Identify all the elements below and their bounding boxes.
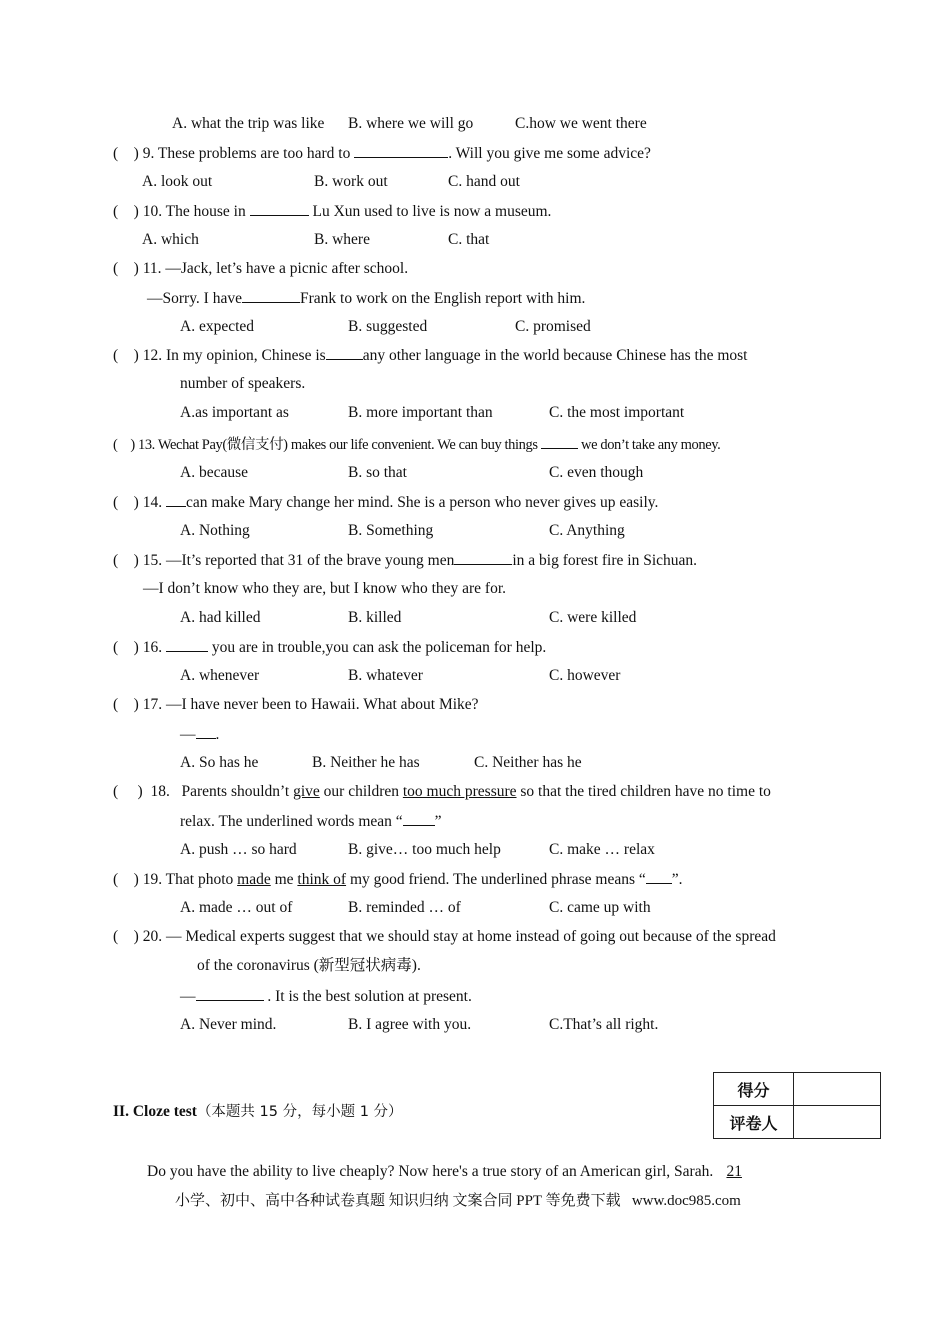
cloze-intro [147, 1162, 753, 1182]
q19-underlined-2: think of [297, 871, 347, 888]
q9-blank [354, 143, 448, 158]
q20-reply [180, 986, 472, 1007]
q9-option-c: C. hand out [448, 173, 520, 190]
q18-text-1: ( ) 18. Parents shouldn’t [113, 783, 294, 800]
q10-option-a: A. which [142, 231, 199, 248]
grader-label: 评卷人 [714, 1106, 794, 1139]
q10-option-c: C. that [448, 231, 490, 248]
q18-option-a: A. push … so hard [180, 841, 297, 858]
q14-text-end: can make Mary change her mind. She is a person who never gives up easily. [185, 494, 659, 511]
q20-reply-start: — [180, 988, 196, 1005]
q19-text-3: my good friend. The underlined phrase means “ [346, 871, 646, 888]
q19-stem [113, 869, 683, 890]
q10-blank [250, 201, 309, 216]
q19-text-1: ( ) 19. That photo [113, 871, 238, 888]
q19-text-2: me [270, 871, 298, 888]
q13-text-start: ( ) 13. Wechat Pay(微信支付) makes our life convenient. We can buy things [113, 437, 541, 453]
q15-stem [113, 550, 697, 571]
q18-option-c: C. make … relax [549, 841, 655, 858]
q9-text-end: . Will you give me some advice? [448, 145, 651, 162]
section-heading [113, 1102, 403, 1122]
q16-option-a: A. whenever [180, 667, 260, 684]
q19-blank [646, 869, 672, 884]
q19-option-b: B. reminded … of [348, 899, 461, 916]
q8-option-b: B. where we will go [348, 115, 474, 132]
q16-blank [166, 637, 208, 652]
q17-option-a: A. So has he [180, 754, 259, 771]
q14-option-c: C. Anything [549, 522, 625, 539]
q15-option-c: C. were killed [549, 609, 637, 626]
q20-option-b: B. I agree with you. [348, 1016, 472, 1033]
q11-reply-start: —Sorry. I have [147, 290, 242, 307]
q14-option-b: B. Something [348, 522, 434, 539]
q9-option-a: A. look out [142, 173, 213, 190]
section-note: （本题共 15 分，每小题 1 分） [196, 1104, 403, 1120]
q16-text-end: you are in trouble,you can ask the policeman for help. [207, 639, 547, 656]
q13-option-b: B. so that [348, 464, 407, 481]
q14-blank [166, 492, 186, 507]
q13-text-end: we don’t take any money. [577, 437, 721, 453]
q15-text-start: ( ) 15. —It’s reported that 31 of the brave young men [113, 552, 455, 569]
q11-stem: ( ) 11. —Jack, let’s have a picnic after school. [113, 260, 409, 277]
q18-cont-start: relax. The underlined words mean “ [180, 813, 403, 830]
q18-text-3: so that the tired children have no time to [516, 783, 771, 800]
section-title: II. Cloze test [113, 1103, 197, 1120]
q15-option-a: A. had killed [180, 609, 261, 626]
q14-stem [113, 492, 658, 513]
footer-text: 小学、初中、高中各种试卷真题 知识归纳 文案合同 PPT 等免费下载 www.doc985.com [175, 1193, 741, 1209]
q17-blank [196, 724, 216, 739]
q16-stem [113, 637, 546, 658]
q12-stem-cont: number of speakers. [180, 375, 306, 392]
q17-reply [180, 724, 219, 745]
q19-text-4: ”. [671, 871, 683, 888]
q12-text-end: any other language in the world because Chinese has the most [362, 347, 748, 364]
q18-stem-cont [180, 811, 442, 832]
score-label: 得分 [714, 1073, 794, 1106]
q19-option-c: C. came up with [549, 899, 651, 916]
q18-option-b: B. give… too much help [348, 841, 501, 858]
q19-option-a: A. made … out of [180, 899, 293, 916]
q17-option-c: C. Neither has he [474, 754, 582, 771]
cloze-blank-21: 21 [726, 1163, 742, 1180]
q9-stem [113, 143, 651, 164]
q9-option-b: B. work out [314, 173, 388, 190]
q19-underlined-1: made [237, 871, 271, 888]
q14-text-start: ( ) 14. [113, 494, 166, 511]
q17-reply-end: . [215, 726, 220, 743]
q20-stem-cont: of the coronavirus (新型冠状病毒). [197, 957, 421, 974]
q13-option-a: A. because [180, 464, 248, 481]
q11-blank [242, 288, 300, 303]
q15-text-end: in a big forest fire in Sichuan. [512, 552, 698, 569]
q18-underlined-1: give [293, 783, 320, 800]
q10-stem [113, 201, 551, 222]
q13-blank [541, 434, 578, 449]
cloze-intro-text: Do you have the ability to live cheaply? Now here's a true story of an American girl, Sarah. [147, 1163, 714, 1180]
q15-option-b: B. killed [348, 609, 402, 626]
q12-blank [326, 345, 363, 360]
q12-option-b: B. more important than [348, 404, 493, 421]
q11-option-a: A. expected [180, 318, 255, 335]
q10-option-b: B. where [314, 231, 370, 248]
q15-reply: —I don’t know who they are, but I know who they are for. [143, 580, 507, 597]
q12-text-start: ( ) 12. In my opinion, Chinese is [113, 347, 326, 364]
q20-stem: ( ) 20. — Medical experts suggest that we should stay at home instead of going out because of the spread [113, 928, 776, 945]
q18-underlined-2: too much pressure [402, 783, 517, 800]
q11-reply [147, 288, 585, 309]
q13-option-c: C. even though [549, 464, 644, 481]
q9-text-start: ( ) 9. These problems are too hard to [113, 145, 355, 162]
q20-option-a: A. Never mind. [180, 1016, 277, 1033]
q15-blank [454, 550, 512, 565]
q11-option-b: B. suggested [348, 318, 428, 335]
q18-stem [113, 782, 771, 802]
q16-text-start: ( ) 16. [113, 639, 166, 656]
score-value-cell [794, 1073, 881, 1106]
grader-value-cell [794, 1106, 881, 1139]
q12-option-a: A.as important as [180, 404, 289, 421]
q20-blank [196, 986, 264, 1001]
q18-text-2: our children [319, 783, 403, 800]
q12-stem [113, 345, 748, 366]
q12-option-c: C. the most important [549, 404, 685, 421]
q16-option-c: C. however [549, 667, 621, 684]
q8-option-a: A. what the trip was like [172, 115, 325, 132]
score-table [713, 1072, 881, 1139]
q17-reply-start: — [180, 726, 196, 743]
q17-stem: ( ) 17. —I have never been to Hawaii. What about Mike? [113, 696, 479, 713]
q8-option-c: C.how we went there [515, 115, 647, 132]
q18-cont-end: ” [434, 813, 442, 830]
q20-option-c: C.That’s all right. [549, 1016, 659, 1033]
q14-option-a: A. Nothing [180, 522, 250, 539]
q11-reply-end: Frank to work on the English report with him. [299, 290, 586, 307]
q10-text-start: ( ) 10. The house in [113, 203, 250, 220]
q16-option-b: B. whatever [348, 667, 423, 684]
q11-option-c: C. promised [515, 318, 591, 335]
q20-reply-end: . It is the best solution at present. [263, 988, 472, 1005]
q10-text-end: Lu Xun used to live is now a museum. [308, 203, 552, 220]
q17-option-b: B. Neither he has [312, 754, 420, 771]
q18-blank [403, 811, 435, 826]
q13-stem [113, 434, 720, 455]
